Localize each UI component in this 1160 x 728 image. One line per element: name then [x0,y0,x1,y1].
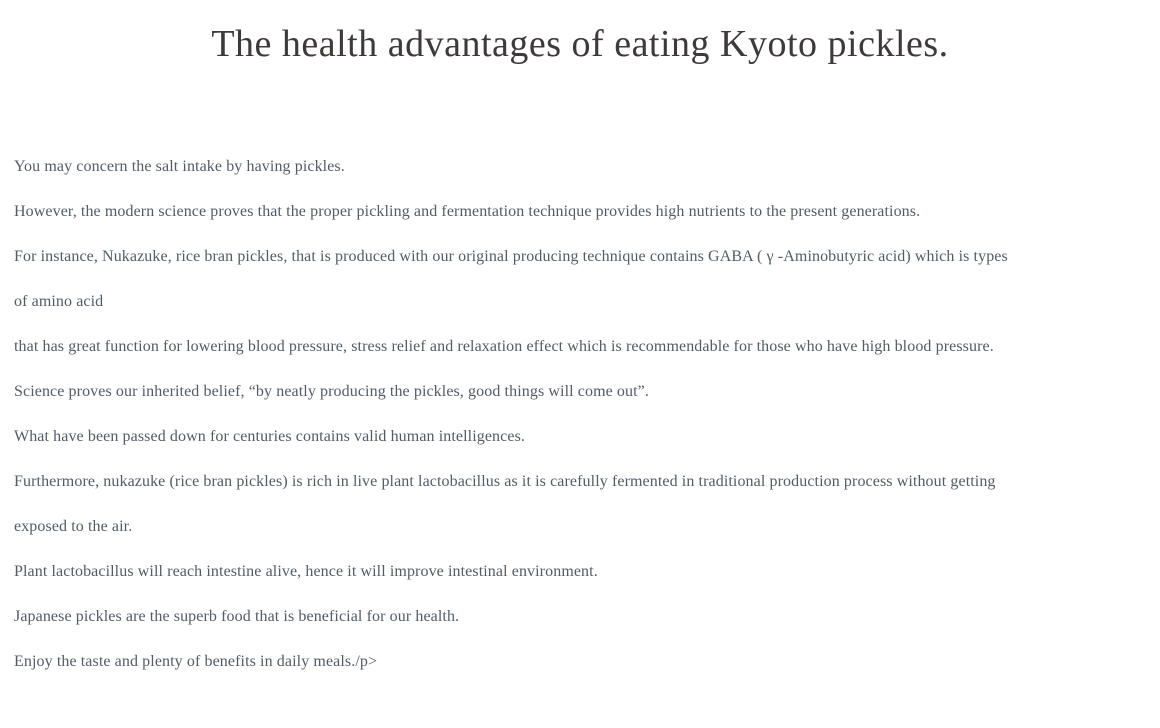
paragraph [14,189,1146,234]
paragraph-line: You may concern the salt intake by having pickles. [14,158,345,176]
paragraph-line: Enjoy the taste and plenty of benefits in daily meals./p> [14,653,378,671]
page-title: The health advantages of eating Kyoto pickles. [211,23,949,65]
paragraph [14,234,1146,324]
paragraph-line: Science proves our inherited belief, “by neatly producing the pickles, good things will come out”. [14,383,649,401]
paragraph [14,594,1146,639]
paragraph [14,144,1146,189]
paragraph-line: of amino acid [14,293,104,311]
paragraph-line: For instance, Nukazuke, rice bran pickles, that is produced with our original producing technique contains GABA ( γ -Aminobutyric acid) which is types [14,248,1008,266]
article-body [0,144,1160,684]
paragraph [14,459,1146,549]
paragraph-line: that has great function for lowering blood pressure, stress relief and relaxation effect which is recommendable for those who have high blood pressure. [14,338,994,356]
paragraph-line: However, the modern science proves that the proper pickling and fermentation technique provides high nutrients to the present generations. [14,203,921,221]
paragraph-line: What have been passed down for centuries contains valid human intelligences. [14,428,525,446]
article-page [0,20,1160,684]
paragraph [14,324,1146,369]
paragraph-line: exposed to the air. [14,518,133,536]
paragraph-line: Japanese pickles are the superb food that is beneficial for our health. [14,608,460,626]
paragraph [14,369,1146,414]
paragraph-line: Furthermore, nukazuke (rice bran pickles) is rich in live plant lactobacillus as it is carefully fermented in traditional production process without getting [14,473,996,491]
paragraph-line: Plant lactobacillus will reach intestine alive, hence it will improve intestinal environment. [14,563,598,581]
paragraph [14,414,1146,459]
paragraph [14,549,1146,594]
paragraph [14,639,1146,684]
